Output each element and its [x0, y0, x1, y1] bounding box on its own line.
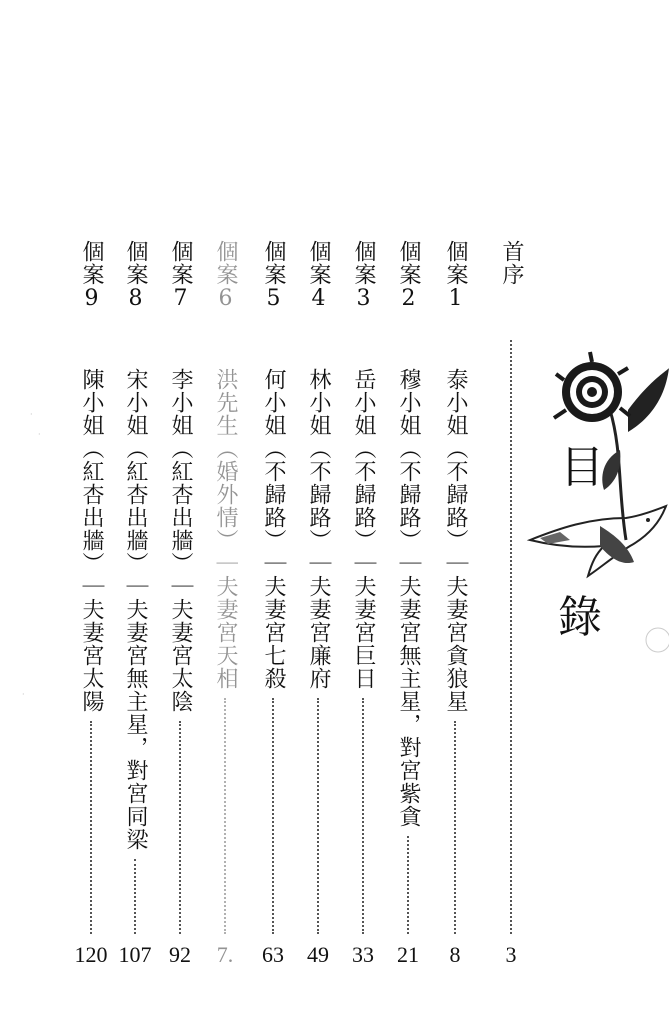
page-number: 107 [118, 942, 152, 967]
entry-head: 個案2 [396, 240, 421, 312]
page-number: 63 [262, 942, 284, 967]
toc-title-char-1: 目 [560, 442, 604, 493]
entry-head: 個案4 [306, 240, 331, 312]
leader-dots [407, 836, 409, 934]
leader-dots [454, 721, 456, 934]
page-number: 3 [505, 942, 517, 967]
toc-entry-case-2[interactable] [393, 240, 423, 970]
rose-icon [554, 352, 630, 422]
entry-head: 個案7 [168, 240, 193, 312]
entry-head: 首序 [499, 240, 524, 286]
page-number: 21 [397, 942, 419, 967]
entry-title: 岳小姐（不歸路）｜夫妻宮巨日 [351, 368, 376, 690]
scan-speck: · [30, 410, 33, 419]
entry-title: 泰小姐（不歸路）｜夫妻宮貪狼星 [443, 368, 468, 713]
leader-dots [510, 340, 512, 934]
toc-entry-case-9[interactable] [76, 240, 106, 970]
entry-head: 個案5 [261, 240, 286, 312]
entry-title: 穆小姐（不歸路）｜夫妻宮無主星，對宮紫貪 [396, 368, 421, 828]
toc-title-char-2: 錄 [558, 592, 602, 643]
page-number: 7. [216, 942, 234, 967]
entry-title: 李小姐（紅杏出牆）｜夫妻宮太陰 [168, 368, 193, 713]
entry-head: 個案3 [351, 240, 376, 312]
leader-dots [90, 721, 92, 934]
bird-icon [530, 506, 666, 576]
page-number: 49 [307, 942, 329, 967]
entry-head: 個案6 [213, 240, 238, 312]
page-number: 92 [169, 942, 191, 967]
page-number: 8 [449, 942, 461, 967]
toc-entry-case-8[interactable] [120, 240, 150, 970]
entry-title: 洪先生（婚外情）｜夫妻宮天相 [213, 368, 238, 690]
leader-dots [362, 698, 364, 934]
entry-head: 個案8 [123, 240, 148, 312]
scan-speck: · [38, 430, 41, 439]
leader-dots [179, 721, 181, 934]
entry-title: 宋小姐（紅杏出牆）｜夫妻宮無主星，對宮同梁 [123, 368, 148, 851]
entry-title: 陳小姐（紅杏出牆）｜夫妻宮太陽 [79, 368, 104, 713]
entry-title: 何小姐（不歸路）｜夫妻宮七殺 [261, 368, 286, 690]
toc-title-block [530, 340, 669, 680]
leader-dots [134, 859, 136, 934]
leader-dots [317, 698, 319, 934]
toc-entry-case-5[interactable] [258, 240, 288, 970]
toc-entry-case-4[interactable] [303, 240, 333, 970]
page-number: 33 [352, 942, 374, 967]
page-number: 120 [74, 942, 108, 967]
toc-entry-case-7[interactable] [165, 240, 195, 970]
scan-speck: · [22, 690, 25, 699]
leader-dots [224, 698, 226, 934]
toc-entry-preface[interactable] [496, 240, 526, 970]
toc-entry-case-3[interactable] [348, 240, 378, 970]
entry-title: 林小姐（不歸路）｜夫妻宮廉府 [306, 368, 331, 690]
toc-entry-case-1[interactable] [440, 240, 470, 970]
toc-entry-case-6[interactable] [210, 240, 240, 970]
entry-head: 個案1 [443, 240, 468, 312]
entry-head: 個案9 [79, 240, 104, 312]
leader-dots [272, 698, 274, 934]
